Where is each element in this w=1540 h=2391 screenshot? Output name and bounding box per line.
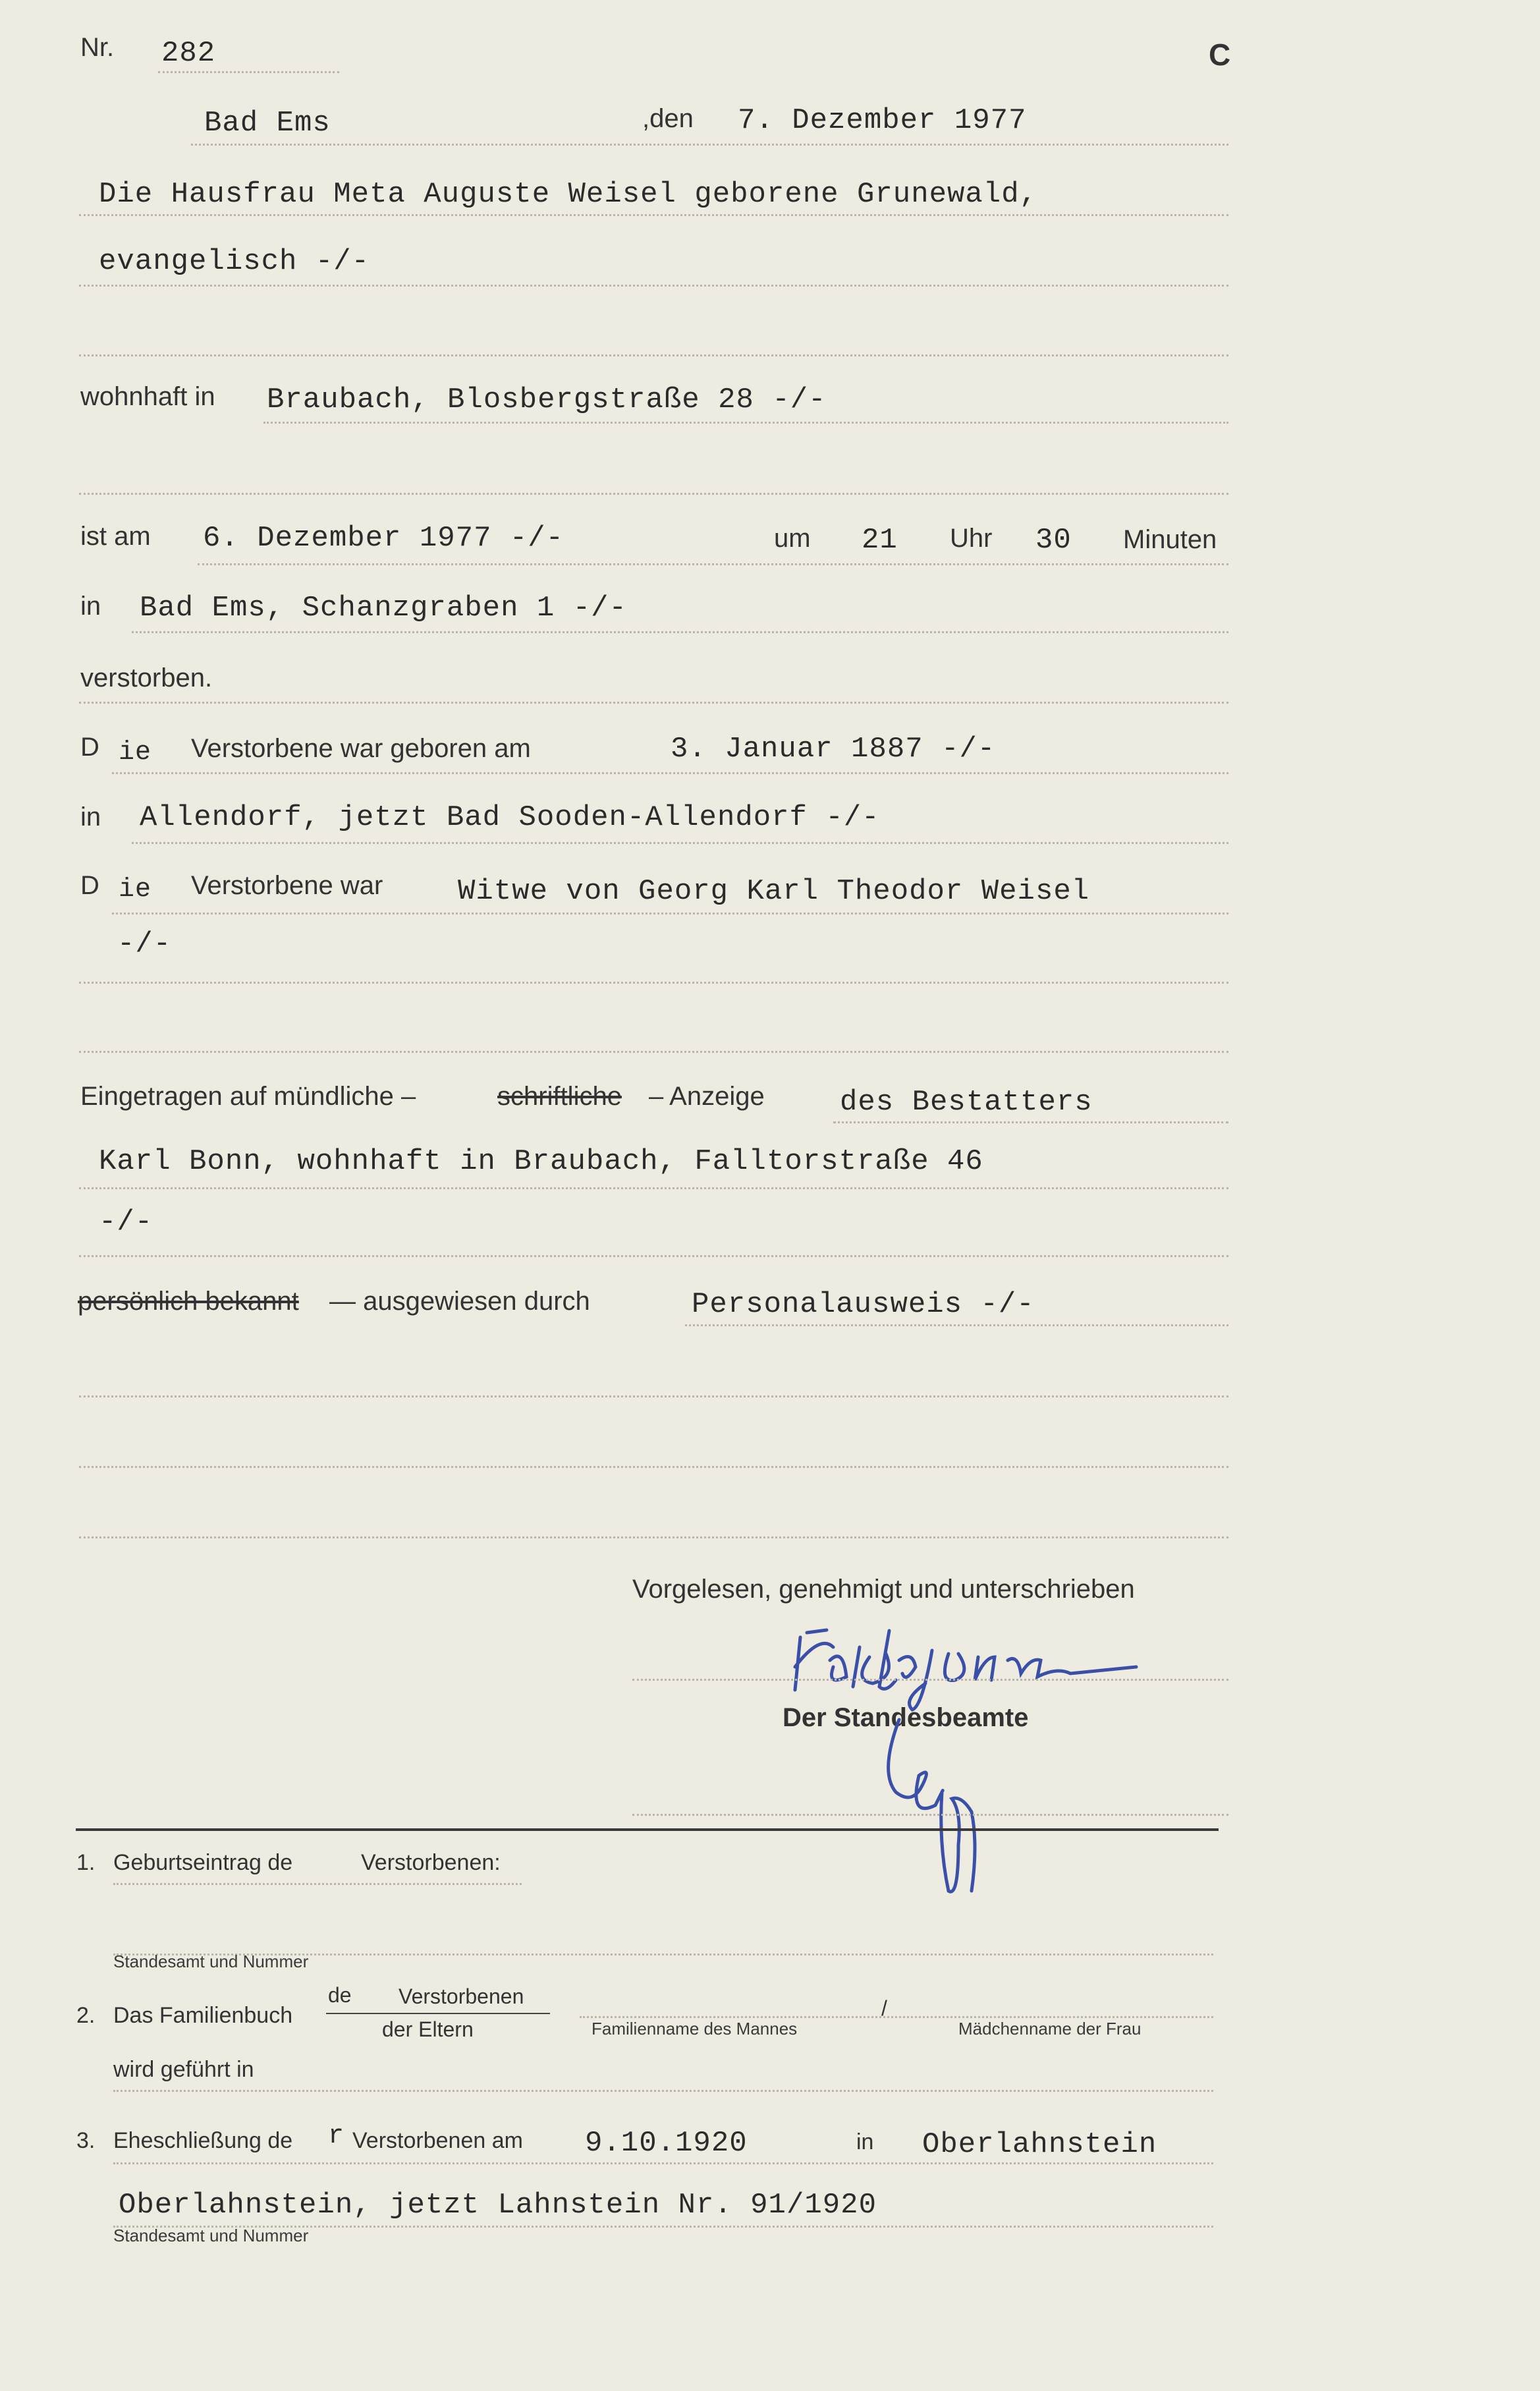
- line: [79, 1187, 1228, 1189]
- registrar-initials: [873, 1713, 998, 1911]
- line: [580, 2016, 1213, 2018]
- death-date: 6. Dezember 1977 -/-: [203, 522, 564, 555]
- item2-number: 2.: [76, 2003, 96, 2028]
- line: [79, 982, 1228, 984]
- record-number: 282: [161, 37, 216, 70]
- marriage-registry: Oberlahnstein, jetzt Lahnstein Nr. 91/1920: [119, 2189, 877, 2222]
- standesamt-label: Standesamt und Nummer: [113, 1952, 309, 1971]
- status-value: Witwe von Georg Karl Theodor Weisel: [458, 875, 1090, 908]
- place-date-line: [191, 144, 1228, 146]
- item2-slash: /: [881, 1996, 887, 2020]
- death-hour: 21: [862, 524, 898, 557]
- item1-value: Verstorbenen:: [361, 1850, 501, 1875]
- registration-line-3: -/-: [99, 1206, 153, 1239]
- den-label: ,den: [642, 104, 694, 133]
- status-ie-suffix: ie: [119, 875, 152, 905]
- line: [132, 842, 1228, 844]
- identity-struck-option: persönlich bekannt: [78, 1287, 299, 1316]
- wohnhaft-label: wohnhaft in: [80, 382, 215, 411]
- item3-r: r: [328, 2122, 345, 2151]
- in-label-death: in: [80, 592, 101, 621]
- item1-number: 1.: [76, 1850, 96, 1875]
- minuten-label: Minuten: [1123, 525, 1217, 554]
- registry-date: 7. Dezember 1977: [738, 104, 1027, 137]
- in-label-birth: in: [80, 802, 101, 831]
- line: [198, 563, 1228, 565]
- registration-value: des Bestatters: [840, 1086, 1093, 1119]
- line: [632, 1679, 1228, 1681]
- register-letter: C: [1209, 38, 1231, 72]
- birth-d-prefix: D: [80, 733, 99, 762]
- identity-value: Personalausweis -/-: [692, 1288, 1035, 1321]
- death-place: Bad Ems, Schanzgraben 1 -/-: [140, 592, 627, 625]
- item2-fraction-line: [326, 2013, 550, 2014]
- standesbeamte-label: Der Standesbeamte: [783, 1703, 1029, 1732]
- item2-label: Das Familienbuch: [113, 2003, 293, 2028]
- maedchenname-label: Mädchenname der Frau: [958, 2019, 1141, 2039]
- ist-am-label: ist am: [80, 522, 151, 551]
- person-line-1: Die Hausfrau Meta Auguste Weisel geborene Grunewald,: [99, 178, 1038, 211]
- line: [79, 1466, 1228, 1468]
- informant-signature: [781, 1621, 1156, 1713]
- birth-ie-suffix: ie: [119, 738, 152, 768]
- registration-struck-option: schriftliche: [497, 1082, 622, 1111]
- item1-label: Geburtseintrag de: [113, 1850, 293, 1875]
- identity-label: — ausgewiesen durch: [329, 1287, 590, 1316]
- line: [79, 1536, 1228, 1538]
- item3-in: in: [856, 2129, 874, 2154]
- registration-line-2: Karl Bonn, wohnhaft in Braubach, Falltorstraße 46: [99, 1145, 983, 1178]
- line: [79, 354, 1228, 356]
- birth-date: 3. Januar 1887 -/-: [671, 733, 996, 766]
- person-line-2: evangelisch -/-: [99, 245, 370, 278]
- line: [79, 1051, 1228, 1053]
- birth-label: Verstorbene war geboren am: [191, 734, 531, 763]
- vorgelesen-text: Vorgelesen, genehmigt und unterschrieben: [632, 1575, 1135, 1604]
- line: [79, 493, 1228, 495]
- line: [79, 214, 1228, 216]
- line: [685, 1324, 1228, 1326]
- line: [79, 702, 1228, 704]
- standesamt-label-2: Standesamt und Nummer: [113, 2226, 309, 2245]
- registration-label-b: – Anzeige: [649, 1082, 765, 1111]
- birth-place: Allendorf, jetzt Bad Sooden-Allendorf -/-: [140, 801, 880, 834]
- familienname-mann-label: Familienname des Mannes: [591, 2019, 798, 2039]
- marriage-date: 9.10.1920: [585, 2127, 748, 2160]
- registry-place: Bad Ems: [204, 107, 331, 140]
- line: [113, 2090, 1213, 2092]
- item2-eltern: der Eltern: [382, 2017, 474, 2041]
- registration-label-a: Eingetragen auf mündliche –: [80, 1082, 416, 1111]
- line: [112, 772, 1228, 774]
- line: [79, 285, 1228, 287]
- line: [113, 2162, 1213, 2164]
- verstorben-label: verstorben.: [80, 663, 213, 692]
- item3-label2: Verstorbenen am: [352, 2128, 523, 2153]
- line: [113, 1883, 522, 1885]
- death-minute: 30: [1035, 524, 1072, 557]
- item2-de: de: [328, 1983, 352, 2007]
- line: [79, 1255, 1228, 1257]
- status-label: Verstorbene war: [191, 871, 383, 900]
- nr-label: Nr.: [80, 33, 115, 62]
- um-label: um: [774, 524, 811, 553]
- marriage-place: Oberlahnstein: [922, 2128, 1157, 2161]
- line: [132, 631, 1228, 633]
- gefuehrt-label: wird geführt in: [113, 2057, 254, 2082]
- uhr-label: Uhr: [950, 524, 993, 553]
- line: [112, 913, 1228, 914]
- item3-label: Eheschließung de: [113, 2128, 293, 2153]
- item3-number: 3.: [76, 2128, 96, 2153]
- footer-separator: [76, 1828, 1219, 1831]
- line: [833, 1121, 1228, 1123]
- line: [263, 422, 1228, 424]
- line: [79, 1395, 1228, 1397]
- bleed-through-texture: [1251, 99, 1528, 520]
- status-value-line-2: -/-: [117, 928, 172, 961]
- line: [632, 1814, 1228, 1816]
- item2-verstorbenen: Verstorbenen: [399, 1984, 524, 2008]
- residence-value: Braubach, Blosbergstraße 28 -/-: [267, 383, 827, 416]
- nr-underline: [158, 71, 339, 73]
- status-d-prefix: D: [80, 871, 99, 900]
